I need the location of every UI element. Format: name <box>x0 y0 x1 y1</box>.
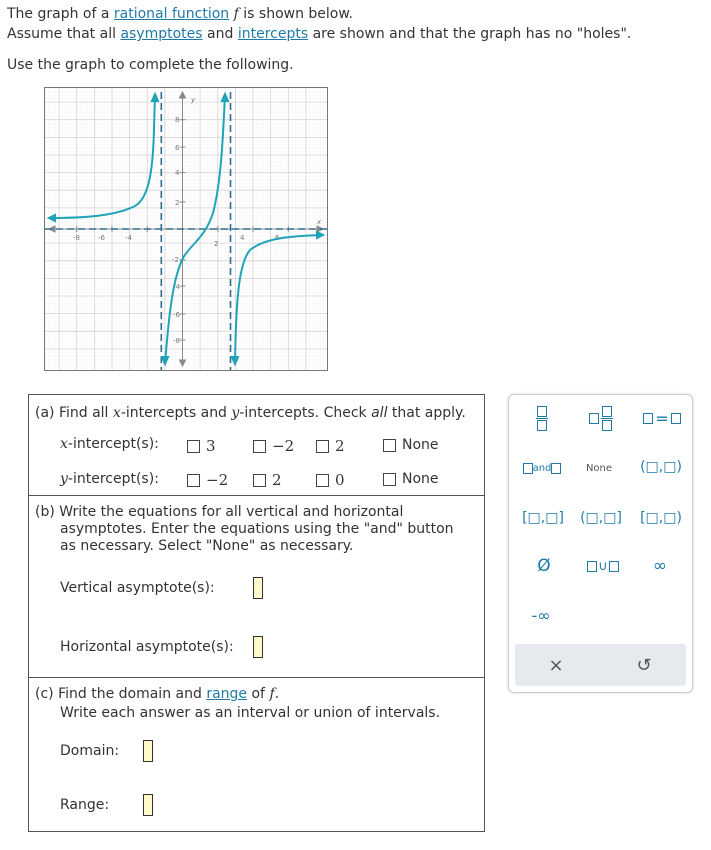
part-b-prompt-1: (b) Write the equations for all vertical and horizontal <box>35 504 404 520</box>
y-tick: -6 <box>173 311 180 319</box>
range-input[interactable] <box>143 794 153 816</box>
problem-intro <box>7 4 631 44</box>
math-palette <box>508 394 693 693</box>
closed-open-interval-button[interactable]: [□,□) <box>640 510 682 526</box>
checkbox[interactable] <box>253 440 266 453</box>
negative-infinity-button[interactable]: -∞ <box>531 605 551 625</box>
checkbox[interactable] <box>316 474 329 487</box>
checkbox[interactable] <box>187 474 200 487</box>
x-tick: 2 <box>214 240 219 248</box>
y-tick: 6 <box>175 144 180 152</box>
vertical-asymptote-input[interactable] <box>253 577 263 599</box>
checkbox[interactable] <box>316 440 329 453</box>
x-intercept-label: x-intercept(s): <box>60 436 159 452</box>
part-b-section <box>29 496 484 678</box>
y-intercept-option-neg2[interactable]: −2 <box>187 471 228 489</box>
equals-button[interactable]: = <box>641 407 683 429</box>
y-tick: 4 <box>175 169 180 177</box>
y-tick: -2 <box>172 256 179 264</box>
checkbox[interactable] <box>383 439 396 452</box>
part-a-prompt: (a) Find all x-intercepts and y-intercepts. Check all that apply. <box>35 405 466 421</box>
intro-line-1: The graph of a rational function f is shown below. <box>7 6 353 22</box>
none-button[interactable]: None <box>585 462 613 474</box>
mixed-number-button[interactable] <box>581 405 621 431</box>
use-graph-instruction: Use the graph to complete the following. <box>7 57 294 73</box>
clear-icon[interactable]: × <box>548 654 564 676</box>
function-graph <box>44 87 328 371</box>
question-panel <box>28 394 485 832</box>
domain-input[interactable] <box>143 740 153 762</box>
y-tick: 8 <box>175 116 180 124</box>
x-tick: -6 <box>98 234 105 242</box>
infinity-button[interactable]: ∞ <box>652 556 668 576</box>
x-tick: 6 <box>275 234 280 242</box>
asymptotes-link[interactable]: asymptotes <box>120 26 203 42</box>
part-c-prompt-1: (c) Find the domain and range of f. <box>35 686 280 702</box>
rational-function-link[interactable]: rational function <box>113 6 230 22</box>
x-tick: -8 <box>73 234 80 242</box>
x-intercept-option-none[interactable]: None <box>383 437 439 453</box>
x-tick: -4 <box>125 234 132 242</box>
y-tick: 2 <box>175 199 180 207</box>
x-intercept-option-2[interactable]: 2 <box>316 437 345 455</box>
part-a-section <box>29 395 484 496</box>
range-link[interactable]: range <box>206 686 248 702</box>
horizontal-asymptote-input[interactable] <box>253 636 263 658</box>
part-b-prompt-2: asymptotes. Enter the equations using the "and" button <box>60 521 454 537</box>
closed-closed-interval-button[interactable]: [□,□] <box>522 510 564 526</box>
part-b-prompt-3: as necessary. Select "None" as necessary. <box>60 538 354 554</box>
and-button[interactable]: and <box>517 457 567 479</box>
x-tick: 4 <box>240 234 245 242</box>
x-intercept-option-neg2[interactable]: −2 <box>253 437 294 455</box>
union-button[interactable]: ∪ <box>583 555 623 577</box>
checkbox[interactable] <box>187 440 200 453</box>
y-intercept-option-0[interactable]: 0 <box>316 471 345 489</box>
vertical-asymptote-label: Vertical asymptote(s): <box>60 580 215 596</box>
palette-action-bar <box>515 644 686 686</box>
intro-line-2: Assume that all asymptotes and intercepts are shown and that the graph has no "holes". <box>7 26 632 42</box>
part-c-section <box>29 678 484 831</box>
y-tick: -8 <box>173 337 180 345</box>
undo-icon[interactable]: ↺ <box>636 654 652 676</box>
y-intercept-option-2[interactable]: 2 <box>253 471 282 489</box>
part-c-prompt-2: Write each answer as an interval or union of intervals. <box>60 705 441 721</box>
y-axis-label: y <box>191 96 196 104</box>
domain-label: Domain: <box>60 743 120 759</box>
empty-set-button[interactable]: Ø <box>537 556 551 576</box>
graph-canvas <box>45 88 327 370</box>
x-axis-label: x <box>317 218 322 226</box>
open-closed-interval-button[interactable]: (□,□] <box>580 510 622 526</box>
range-label: Range: <box>60 797 110 813</box>
checkbox[interactable] <box>383 473 396 486</box>
intercepts-link[interactable]: intercepts <box>237 26 309 42</box>
y-tick: -4 <box>173 283 180 291</box>
y-intercept-option-none[interactable]: None <box>383 471 439 487</box>
y-intercept-label: y-intercept(s): <box>60 471 159 487</box>
x-intercept-option-3[interactable]: 3 <box>187 437 216 455</box>
horizontal-asymptote-label: Horizontal asymptote(s): <box>60 639 234 655</box>
fraction-button[interactable] <box>527 405 557 431</box>
open-open-interval-button[interactable]: (□,□) <box>640 459 682 475</box>
checkbox[interactable] <box>253 474 266 487</box>
